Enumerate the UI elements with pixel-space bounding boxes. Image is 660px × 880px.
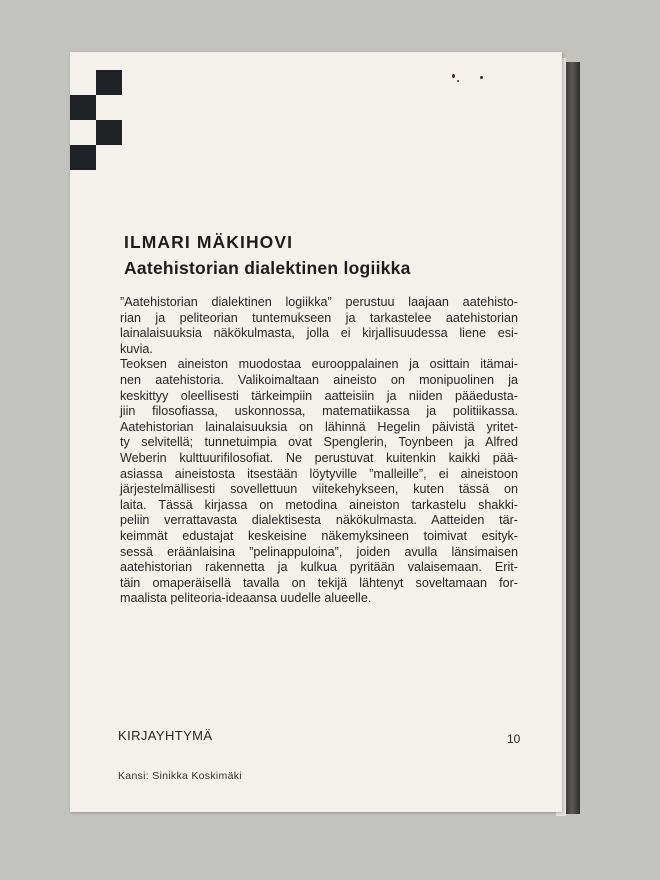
checker-square	[96, 70, 122, 95]
description-line: maalista peliteoria-ideaansa uudelle alueelle.	[120, 591, 372, 606]
checkerboard-decoration	[70, 70, 122, 170]
author-name: ILMARI MÄKIHOVI	[124, 232, 294, 252]
stain-marks	[450, 72, 490, 92]
description-line: asiassa aineistosta itsestään löytyville ”malleille”, ei aineistoon	[120, 466, 518, 481]
checker-square	[70, 95, 96, 120]
series-number: 10	[507, 732, 521, 746]
description-line: peliin verrattavasta dialektisesta näkökulmasta. Aatteiden tär-	[120, 513, 518, 528]
back-cover	[70, 52, 562, 812]
description-line: täin omaperäisellä tavalla on tekijä lähtenyt soveltamaan for-	[120, 575, 518, 590]
description-line: jiin filosofiassa, uskonnossa, matematiikassa ja politiikassa.	[120, 404, 518, 419]
description-line: laita. Tässä kirjassa on metodina aineiston tarkastelu shakki-	[120, 497, 518, 512]
description-line: Teoksen aineiston muodostaa eurooppalainen ja osittain itämai-	[120, 357, 518, 372]
book-description	[120, 295, 518, 607]
description-line: Aatehistorian lainalaisuuksia on lähinnä Hegelin päivistä yritet-	[120, 419, 518, 434]
description-line: Weberin kulttuurifilosofiat. Ne perustuvat kuitenkin kaikki pää-	[120, 450, 518, 465]
checker-square	[70, 145, 96, 170]
description-line: keskittyy oleellisesti tärkeimpiin aatteisiin ja niiden pääedusta-	[120, 388, 518, 403]
description-line: kuvia.	[120, 341, 153, 356]
description-line: järjestelmällisesti sovellettuun viitekehykseen, kuten tässä on	[120, 482, 518, 497]
description-line: sessä eräänlaisina ”pelinappuloina”, joiden avulla länsimaisen	[120, 544, 518, 559]
description-line: nen aatehistoria. Valikoimaltaan aineisto on monipuolinen ja	[120, 372, 518, 387]
description-line: keimmät edustajat keskeisine näkemyksineen toimivat esityk-	[120, 528, 518, 543]
description-line: rian ja peliteorian tuntemukseen ja tarkastelee aatehistorian	[120, 310, 518, 325]
description-line: aatehistorian rakennetta ja kulkua pyritään valaisemaan. Erit-	[120, 560, 518, 575]
checker-square	[96, 120, 122, 145]
description-line: lainalaisuuksia näkökulmasta, jolla ei kirjallisuudessa liene esi-	[120, 326, 518, 341]
description-line: ty selvitellä; tunnetuimpia ovat Spenglerin, Toynbeen ja Alfred	[120, 435, 518, 450]
book-title: Aatehistorian dialektinen logiikka	[124, 258, 411, 278]
publisher-name: KIRJAYHTYMÄ	[118, 728, 213, 743]
cover-designer-credit: Kansi: Sinikka Koskimäki	[118, 770, 242, 782]
description-line: ”Aatehistorian dialektinen logiikka” perustuu laajaan aatehisto-	[120, 295, 518, 309]
